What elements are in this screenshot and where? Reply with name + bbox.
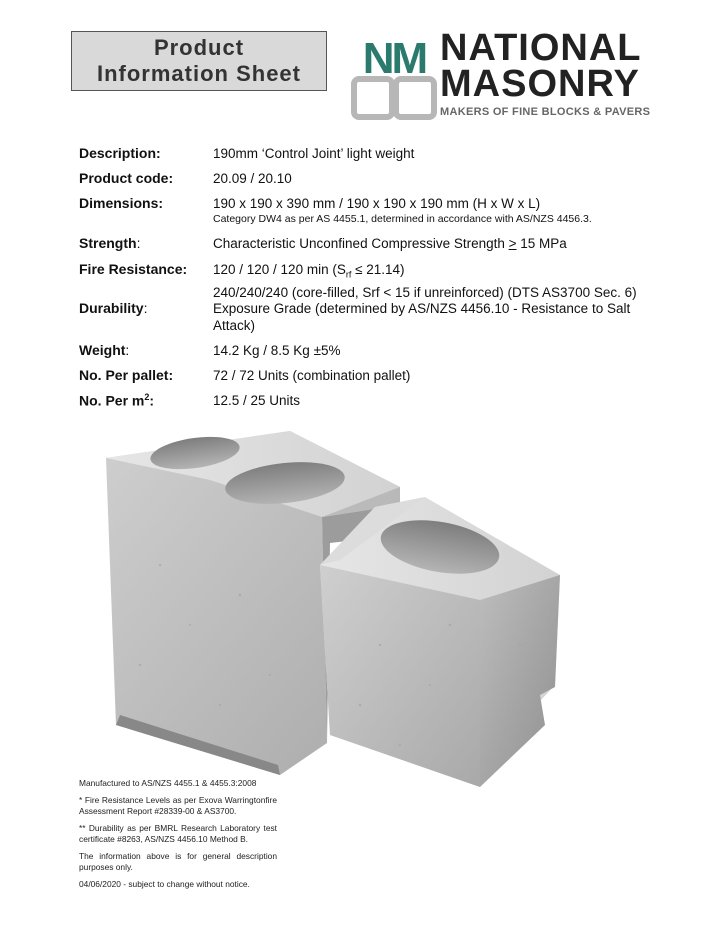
durability-label: Durability [79, 300, 144, 316]
fire-line-2: 240/240/240 (core-filled, Srf < 15 if unreinforced) (DTS AS3700 Sec. 6) [213, 284, 637, 300]
footnote-fire: * Fire Resistance Levels as per Exova Warringtonfire Assessment Report #28339-00 & AS3700. [79, 795, 277, 816]
fire-line-1-post: ≤ 21.14) [351, 262, 405, 277]
spec-value: Exposure Grade (determined by AS/NZS 4456.10 - Resistance to Salt Attack) [213, 301, 631, 333]
per-m2-colon: : [149, 392, 155, 409]
greater-equal-symbol: > [508, 236, 517, 251]
spec-value: 190mm ‘Control Joint’ light weight [213, 146, 415, 161]
spec-label: Dimensions: [79, 195, 164, 211]
dimensions-value: 190 x 190 x 390 mm / 190 x 190 x 190 mm (H x W x L) [213, 196, 541, 211]
spec-label: No. Per pallet: [79, 367, 174, 383]
weight-label: Weight [79, 342, 126, 358]
spec-value [213, 235, 658, 252]
spec-label: Description: [79, 145, 161, 161]
strength-label-colon: : [136, 235, 141, 251]
national-masonry-logo-text [440, 27, 651, 118]
logo-name-line-2: MASONRY [440, 63, 640, 105]
footnote-date: 04/06/2020 - subject to change without notice. [79, 879, 250, 889]
spec-value: 20.09 / 20.10 [213, 171, 292, 186]
spec-label [79, 300, 147, 316]
weight-label-colon: : [125, 342, 130, 358]
spec-label [79, 392, 154, 409]
logo-name-line-1: NATIONAL [440, 27, 642, 69]
spec-label [79, 235, 140, 251]
spec-value: 12.5 / 25 Units [213, 393, 301, 408]
strength-label: Strength [79, 235, 137, 251]
spec-label: Fire Resistance: [79, 261, 188, 277]
spec-value: 72 / 72 Units (combination pallet) [213, 368, 411, 383]
fire-line-1-pre: 120 / 120 / 120 min (S [213, 262, 346, 277]
spec-value [213, 261, 658, 301]
svg-text:NM: NM [362, 34, 426, 83]
durability-label-colon: : [143, 300, 148, 316]
spec-label [79, 342, 129, 358]
spec-value [213, 195, 658, 226]
footnote-durability: ** Durability as per BMRL Research Laboratory test certificate #8263, AS/NZS 4456.10 Method B. [79, 823, 277, 844]
title-line-2: Information Sheet [96, 61, 301, 86]
strength-value-pre: Characteristic Unconfined Compressive Strength [213, 236, 509, 251]
fire-line-1 [213, 261, 658, 284]
national-masonry-logo-mark [350, 33, 438, 121]
footnotes [79, 778, 277, 896]
product-information-title [71, 31, 327, 91]
spec-value: 14.2 Kg / 8.5 Kg ±5% [213, 343, 341, 358]
per-m2-label: No. Per m [79, 392, 145, 409]
strength-value-post: 15 MPa [516, 236, 567, 251]
per-m2-superscript: 2 [144, 392, 150, 402]
spec-label: Product code: [79, 170, 174, 186]
concrete-block-product-image [100, 425, 600, 790]
footnote-manufactured: Manufactured to AS/NZS 4455.1 & 4455.3:2008 [79, 778, 257, 788]
title-line-1: Product [153, 35, 245, 60]
footnote-general: The information above is for general description purposes only. [79, 851, 277, 872]
fire-line-1-sub: rf [345, 269, 352, 280]
dimensions-note: Category DW4 as per AS 4455.1, determined in accordance with AS/NZS 4456.3. [213, 213, 592, 225]
logo-tagline: MAKERS OF FINE BLOCKS & PAVERS [440, 106, 651, 118]
